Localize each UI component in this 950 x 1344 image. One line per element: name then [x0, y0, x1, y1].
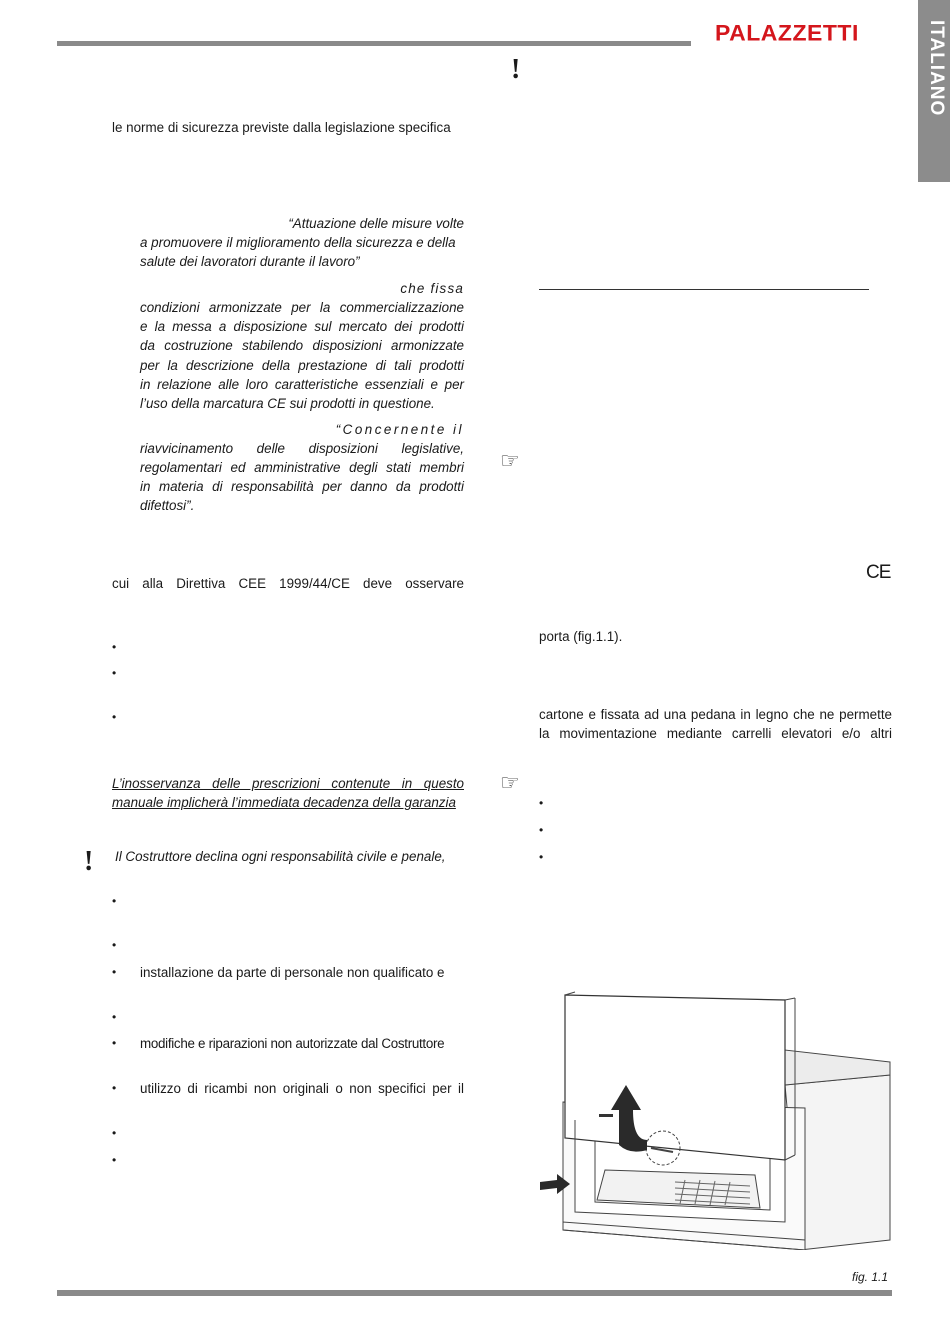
quote2-line3: e la messa a disposizione sul mercato dei prodotti	[140, 319, 464, 334]
bullet-icon: •	[112, 894, 117, 908]
separator-line	[539, 289, 869, 290]
quote1-line1: “Attuazione delle misure volte	[288, 216, 464, 231]
quote3-line3: regolamentari ed amministrative degli stati membri	[140, 460, 464, 475]
intro-line: le norme di sicurezza previste dalla legislazione specifica	[112, 120, 451, 135]
porta-line: porta (fig.1.1).	[539, 629, 623, 644]
bullet-text-installation: installazione da parte di personale non qualificato e	[140, 965, 445, 980]
bullet-icon: •	[112, 640, 117, 654]
brand-logo: PALAZZETTI	[715, 20, 859, 46]
quote1-line2: a promuovere il miglioramento della sicurezza e della	[140, 235, 456, 250]
bullet-icon: •	[112, 1126, 117, 1140]
warning-icon: !	[84, 846, 94, 877]
bullet-icon: •	[112, 1081, 117, 1095]
bullet-icon: •	[112, 710, 117, 724]
quote2-line7: l’uso della marcatura CE sui prodotti in questione.	[140, 396, 435, 411]
bullet-icon: •	[112, 666, 117, 680]
pointing-hand-icon: ☞	[500, 770, 520, 795]
language-tab-label: ITALIANO	[926, 20, 947, 117]
packaging-line1: cartone e fissata ad una pedana in legno che ne permette	[539, 707, 892, 722]
ce-mark-icon: CE	[866, 562, 891, 583]
disclaimer-line: Il Costruttore declina ogni responsabilità civile e penale,	[115, 849, 446, 864]
quote3-line2: riavvicinamento delle disposizioni legislative,	[140, 441, 464, 456]
bottom-rule	[57, 1290, 892, 1296]
warranty-line2: manuale implicherà l’immediata decadenza della garanzia	[112, 795, 456, 810]
bullet-icon: •	[539, 823, 544, 837]
figure-caption: fig. 1.1	[852, 1270, 889, 1284]
packaging-line2: la movimentazione mediante carrelli elevatori e/o altri	[539, 726, 892, 741]
bullet-icon: •	[112, 938, 117, 952]
quote1-line3: salute dei lavoratori durante il lavoro”	[140, 254, 360, 269]
quote2-line4: da costruzione stabilendo disposizioni armonizzate	[140, 338, 464, 353]
bullet-icon: •	[539, 796, 544, 810]
bullet-text-spare-parts: utilizzo di ricambi non originali o non specifici per il	[140, 1081, 464, 1096]
quote2-line6: in relazione alle loro caratteristiche essenziali e per	[140, 377, 464, 392]
bullet-icon: •	[112, 1010, 117, 1024]
quote2-line5: per la descrizione della prestazione di tali prodotti	[140, 358, 464, 373]
bullet-icon: •	[539, 850, 544, 864]
language-tab	[918, 0, 950, 182]
top-rule	[57, 41, 691, 46]
directive-line: cui alla Direttiva CEE 1999/44/CE deve osservare	[112, 576, 464, 591]
fireplace-figure	[535, 990, 895, 1250]
warning-icon: !	[511, 54, 521, 85]
bullet-icon: •	[112, 1036, 117, 1050]
quote2-line1: che fissa	[400, 281, 464, 296]
quote3-line4: in materia di responsabilità per danno da prodotti	[140, 479, 464, 494]
quote3-line5: difettosi”.	[140, 498, 195, 513]
bullet-text-modifications: modifiche e riparazioni non autorizzate dal Costruttore	[140, 1036, 445, 1051]
bullet-icon: •	[112, 965, 117, 979]
warranty-line1: L’inosservanza delle prescrizioni contenute in questo	[112, 776, 464, 791]
pointing-hand-icon: ☞	[500, 448, 520, 473]
bullet-icon: •	[112, 1153, 117, 1167]
quote2-line2: condizioni armonizzate per la commercializzazione	[140, 300, 464, 315]
quote3-line1: “Concernente il	[335, 422, 464, 437]
